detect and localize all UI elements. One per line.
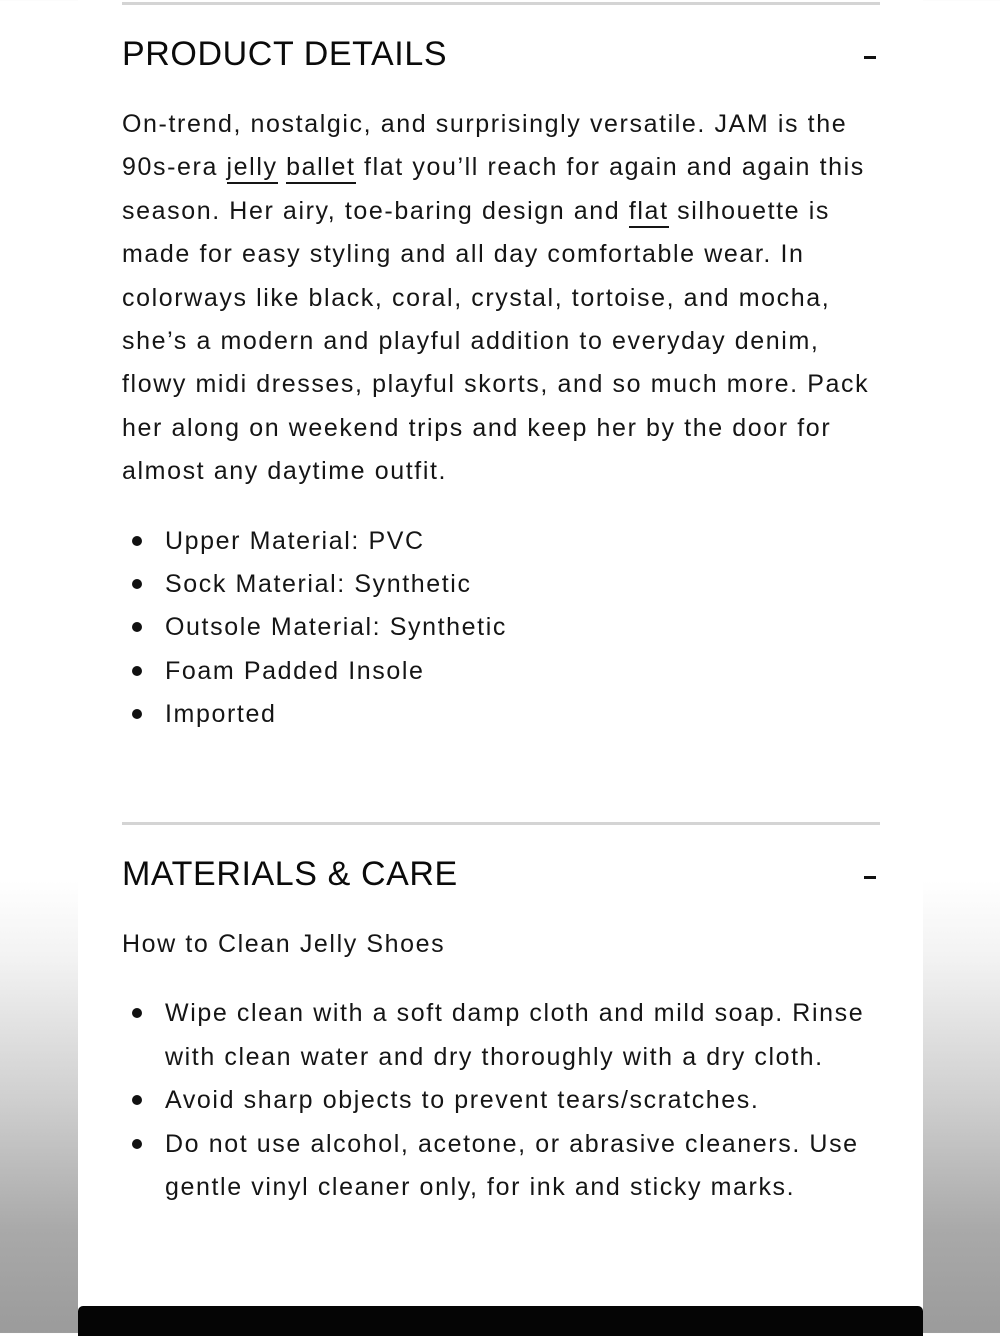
instruction-text: Avoid sharp objects to prevent tears/scratches. bbox=[165, 1086, 760, 1115]
list-item bbox=[122, 992, 880, 1079]
collapse-minus-icon[interactable] bbox=[864, 856, 878, 896]
bullet-icon bbox=[132, 579, 142, 589]
instruction-text: Do not use alcohol, acetone, or abrasive cleaners. Use gentle vinyl cleaner only, for ink and sticky marks. bbox=[165, 1129, 859, 1202]
list-item bbox=[122, 693, 880, 736]
bullet-icon bbox=[132, 1008, 142, 1018]
list-item bbox=[122, 650, 880, 693]
care-subtitle: How to Clean Jelly Shoes bbox=[122, 930, 446, 958]
ballet-link[interactable]: ballet bbox=[286, 153, 355, 184]
bullet-icon bbox=[132, 1139, 142, 1149]
jelly-link[interactable]: jelly bbox=[227, 153, 278, 184]
list-item bbox=[122, 1123, 880, 1210]
product-details-accordion bbox=[122, 2, 880, 737]
flat-link[interactable]: flat bbox=[629, 197, 669, 228]
bullet-icon bbox=[132, 709, 142, 719]
instruction-text: Wipe clean with a soft damp cloth and mild soap. Rinse with clean water and dry thoroughly with a dry cloth. bbox=[165, 999, 865, 1071]
feature-list bbox=[122, 520, 880, 737]
product-details-header[interactable] bbox=[122, 5, 880, 75]
bullet-icon bbox=[132, 622, 142, 632]
care-instructions-list bbox=[122, 992, 880, 1209]
product-details-content bbox=[122, 103, 880, 737]
list-item bbox=[122, 563, 880, 606]
product-info-panel bbox=[78, 0, 923, 1333]
feature-text: Sock Material: Synthetic bbox=[165, 570, 472, 599]
feature-text: Foam Padded Insole bbox=[165, 656, 425, 685]
bullet-icon bbox=[132, 1095, 142, 1105]
materials-care-header[interactable] bbox=[122, 825, 880, 895]
description-text: On-trend, nostalgic, and surprisingly versatile. JAM is the 90s-era bbox=[122, 110, 848, 182]
description-text: silhouette is made for easy styling and all day comfortable wear. In colorways like black, coral, crystal, tortoise, and mocha, she’s a modern and playful addition to everyday denim, flowy midi dresses, playful skorts, and so much more. Pack her along on weekend trips and keep her by the door for almost any daytime outfit. bbox=[122, 196, 870, 486]
product-description bbox=[122, 103, 880, 494]
product-details-title: PRODUCT DETAILS bbox=[122, 35, 448, 73]
collapse-minus-icon[interactable] bbox=[864, 36, 878, 76]
materials-care-title: MATERIALS & CARE bbox=[122, 855, 458, 893]
bottom-action-bar[interactable] bbox=[78, 1306, 923, 1336]
description-text: flat you’ll reach for again and again this season. Her airy, toe-baring design and bbox=[122, 153, 865, 225]
bullet-icon bbox=[132, 536, 142, 546]
bullet-icon bbox=[132, 666, 142, 676]
materials-care-content bbox=[122, 923, 880, 1209]
description-space bbox=[278, 153, 287, 181]
list-item bbox=[122, 520, 880, 563]
feature-text: Outsole Material: Synthetic bbox=[165, 613, 507, 642]
materials-care-accordion bbox=[122, 822, 880, 1209]
list-item bbox=[122, 606, 880, 649]
feature-text: Upper Material: PVC bbox=[165, 526, 425, 555]
list-item bbox=[122, 1079, 880, 1122]
feature-text: Imported bbox=[165, 700, 277, 729]
